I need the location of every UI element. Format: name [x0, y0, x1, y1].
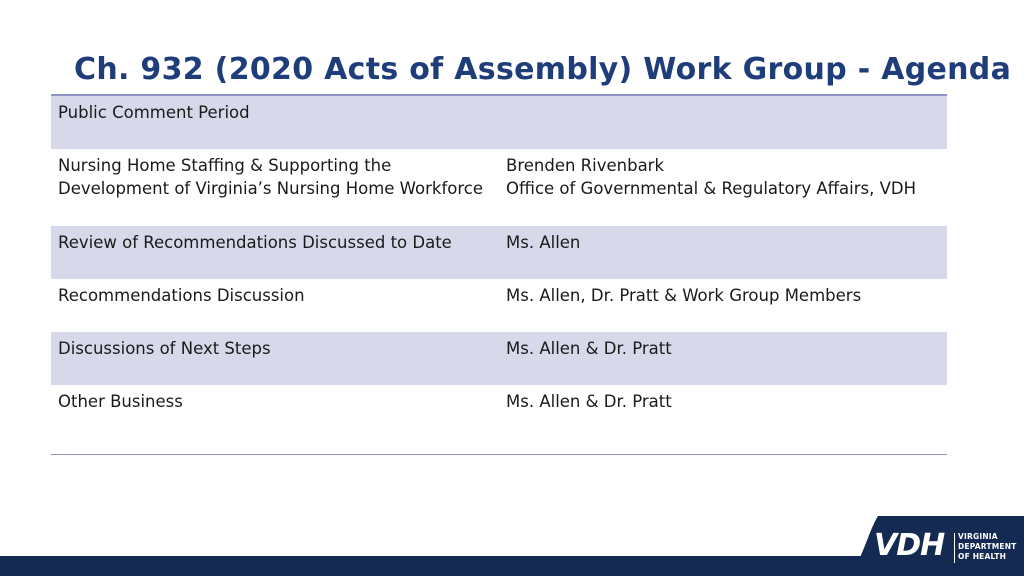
- logo-divider: [954, 533, 955, 563]
- logo-line: VIRGINIA: [958, 532, 998, 541]
- table-row: [51, 226, 947, 279]
- table-row: [51, 385, 947, 455]
- presenter-name: Brenden Rivenbark: [506, 156, 665, 175]
- agenda-presenter: Ms. Allen: [506, 233, 581, 252]
- agenda-presenter: Ms. Allen & Dr. Pratt: [506, 339, 672, 358]
- table-row: [51, 279, 947, 332]
- agenda-topic: Recommendations Discussion: [58, 286, 305, 305]
- agenda-topic: Public Comment Period: [58, 103, 250, 122]
- agenda-presenter: [499, 149, 947, 226]
- logo-mark: VDH: [874, 528, 945, 563]
- agenda-topic: Discussions of Next Steps: [58, 339, 271, 358]
- agenda-topic: Other Business: [58, 392, 183, 411]
- vdh-logo: [848, 516, 1024, 576]
- logo-line: OF HEALTH: [958, 552, 1007, 561]
- agenda-presenter: Ms. Allen & Dr. Pratt: [506, 392, 672, 411]
- agenda-table: [51, 94, 947, 455]
- logo-wordmark: [958, 532, 1017, 562]
- table-row: [51, 96, 947, 149]
- agenda-presenter: Ms. Allen, Dr. Pratt & Work Group Members: [506, 286, 862, 305]
- presenter-affiliation: Office of Governmental & Regulatory Affairs, VDH: [506, 179, 916, 198]
- page-title: Ch. 932 (2020 Acts of Assembly) Work Group - Agenda: [74, 52, 1012, 87]
- table-row: [51, 149, 947, 226]
- table-row: [51, 332, 947, 385]
- agenda-presenter: [499, 96, 947, 149]
- agenda-topic: Review of Recommendations Discussed to Date: [58, 233, 452, 252]
- agenda-topic: Nursing Home Staffing & Supporting the Development of Virginia’s Nursing Home Workforce: [58, 156, 484, 198]
- logo-line: DEPARTMENT: [958, 542, 1017, 551]
